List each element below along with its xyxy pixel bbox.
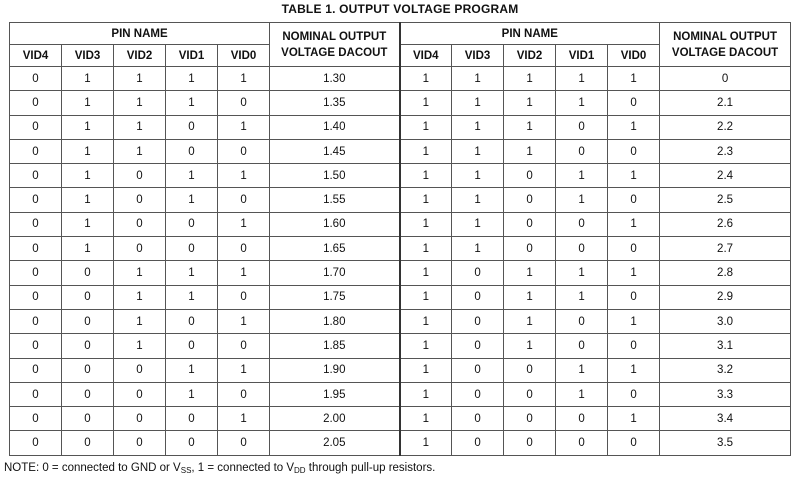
pin-value-cell: 1 <box>62 188 114 212</box>
pin-value-cell: 0 <box>114 407 166 431</box>
table-note <box>4 462 435 475</box>
voltage-value-cell: 2.2 <box>660 115 791 139</box>
table-row <box>10 91 791 115</box>
pin-value-cell: 0 <box>608 139 660 163</box>
pin-value-cell: 1 <box>218 212 270 236</box>
pin-value-cell: 1 <box>400 358 452 382</box>
pin-value-cell: 1 <box>400 431 452 455</box>
nominal-header-right <box>660 23 791 67</box>
nominal-header-left <box>270 23 400 67</box>
pin-value-cell: 0 <box>504 407 556 431</box>
voltage-value-cell: 1.55 <box>270 188 400 212</box>
pin-value-cell: 1 <box>504 139 556 163</box>
pin-value-cell: 1 <box>62 139 114 163</box>
pin-value-cell: 0 <box>62 382 114 406</box>
pin-value-cell: 1 <box>166 261 218 285</box>
voltage-value-cell: 2.8 <box>660 261 791 285</box>
vid0-header: VID0 <box>218 45 270 67</box>
pin-value-cell: 1 <box>400 164 452 188</box>
pin-value-cell: 1 <box>556 358 608 382</box>
pin-value-cell: 1 <box>114 139 166 163</box>
pin-value-cell: 1 <box>166 164 218 188</box>
pin-value-cell: 0 <box>166 407 218 431</box>
pin-value-cell: 0 <box>62 309 114 333</box>
voltage-value-cell: 2.3 <box>660 139 791 163</box>
table-row <box>10 67 791 91</box>
pin-value-cell: 0 <box>452 261 504 285</box>
pin-value-cell: 1 <box>62 91 114 115</box>
voltage-value-cell: 2.05 <box>270 431 400 455</box>
pin-value-cell: 1 <box>400 407 452 431</box>
pin-value-cell: 1 <box>452 139 504 163</box>
pin-value-cell: 0 <box>10 285 62 309</box>
pin-value-cell: 0 <box>62 261 114 285</box>
pin-value-cell: 1 <box>400 237 452 261</box>
pin-value-cell: 1 <box>62 115 114 139</box>
pin-value-cell: 0 <box>10 139 62 163</box>
voltage-value-cell: 1.65 <box>270 237 400 261</box>
pin-value-cell: 1 <box>452 67 504 91</box>
table-row <box>10 237 791 261</box>
table-row <box>10 188 791 212</box>
note-subscript: SS <box>180 466 192 475</box>
voltage-value-cell: 3.5 <box>660 431 791 455</box>
pin-value-cell: 1 <box>114 309 166 333</box>
pin-value-cell: 1 <box>62 212 114 236</box>
table-row <box>10 115 791 139</box>
pin-value-cell: 0 <box>166 431 218 455</box>
pin-value-cell: 0 <box>452 334 504 358</box>
pin-value-cell: 1 <box>400 334 452 358</box>
note-text: , 1 = connected to V <box>191 462 295 474</box>
pin-value-cell: 0 <box>452 285 504 309</box>
voltage-value-cell: 1.60 <box>270 212 400 236</box>
table-row <box>10 285 791 309</box>
pin-value-cell: 0 <box>452 407 504 431</box>
pin-value-cell: 0 <box>504 358 556 382</box>
pin-value-cell: 1 <box>608 164 660 188</box>
pin-value-cell: 1 <box>608 115 660 139</box>
pin-value-cell: 0 <box>504 164 556 188</box>
nominal-header-line2: VOLTAGE DACOUT <box>281 46 388 59</box>
voltage-value-cell: 2.00 <box>270 407 400 431</box>
table-row <box>10 164 791 188</box>
pin-value-cell: 1 <box>218 164 270 188</box>
table-row <box>10 334 791 358</box>
pin-value-cell: 1 <box>400 261 452 285</box>
pin-value-cell: 1 <box>218 67 270 91</box>
pin-value-cell: 0 <box>556 237 608 261</box>
pin-value-cell: 0 <box>504 188 556 212</box>
pin-value-cell: 1 <box>114 285 166 309</box>
pin-value-cell: 0 <box>10 115 62 139</box>
pin-value-cell: 0 <box>10 309 62 333</box>
pin-value-cell: 0 <box>114 237 166 261</box>
pin-value-cell: 1 <box>400 67 452 91</box>
pin-value-cell: 1 <box>400 382 452 406</box>
pin-value-cell: 0 <box>10 237 62 261</box>
pin-value-cell: 1 <box>504 334 556 358</box>
pin-value-cell: 1 <box>556 382 608 406</box>
pin-value-cell: 0 <box>114 358 166 382</box>
voltage-value-cell: 3.3 <box>660 382 791 406</box>
output-voltage-table <box>9 22 791 456</box>
voltage-value-cell: 3.4 <box>660 407 791 431</box>
pin-value-cell: 0 <box>10 358 62 382</box>
pin-value-cell: 1 <box>608 261 660 285</box>
vid0-header: VID0 <box>608 45 660 67</box>
pin-value-cell: 1 <box>114 334 166 358</box>
table-row <box>10 407 791 431</box>
pin-value-cell: 1 <box>608 309 660 333</box>
voltage-value-cell: 1.90 <box>270 358 400 382</box>
pin-value-cell: 0 <box>608 334 660 358</box>
pin-value-cell: 0 <box>10 164 62 188</box>
pin-value-cell: 1 <box>114 91 166 115</box>
voltage-value-cell: 1.30 <box>270 67 400 91</box>
pin-value-cell: 0 <box>10 407 62 431</box>
pin-value-cell: 0 <box>504 431 556 455</box>
pin-value-cell: 0 <box>608 91 660 115</box>
pin-value-cell: 1 <box>166 358 218 382</box>
pin-value-cell: 1 <box>452 212 504 236</box>
pin-value-cell: 0 <box>10 91 62 115</box>
pin-value-cell: 1 <box>400 115 452 139</box>
voltage-value-cell: 0 <box>660 67 791 91</box>
pin-value-cell: 1 <box>166 382 218 406</box>
voltage-value-cell: 3.2 <box>660 358 791 382</box>
voltage-value-cell: 1.40 <box>270 115 400 139</box>
table-row <box>10 261 791 285</box>
pin-value-cell: 1 <box>556 188 608 212</box>
pin-value-cell: 0 <box>114 212 166 236</box>
pin-value-cell: 1 <box>400 188 452 212</box>
pin-name-header-left: PIN NAME <box>10 23 270 45</box>
pin-value-cell: 1 <box>504 91 556 115</box>
pin-value-cell: 1 <box>452 91 504 115</box>
vid3-header: VID3 <box>62 45 114 67</box>
vid2-header: VID2 <box>504 45 556 67</box>
pin-value-cell: 0 <box>10 431 62 455</box>
note-text: through pull-up resistors. <box>305 462 436 474</box>
pin-value-cell: 0 <box>10 261 62 285</box>
pin-value-cell: 0 <box>62 285 114 309</box>
pin-value-cell: 1 <box>62 164 114 188</box>
pin-value-cell: 0 <box>166 309 218 333</box>
pin-value-cell: 0 <box>556 431 608 455</box>
pin-value-cell: 1 <box>400 309 452 333</box>
pin-value-cell: 1 <box>166 67 218 91</box>
pin-value-cell: 1 <box>608 358 660 382</box>
pin-value-cell: 1 <box>218 358 270 382</box>
pin-value-cell: 1 <box>400 212 452 236</box>
voltage-value-cell: 1.80 <box>270 309 400 333</box>
pin-value-cell: 1 <box>556 261 608 285</box>
voltage-value-cell: 2.1 <box>660 91 791 115</box>
table-body <box>10 67 791 456</box>
table-row <box>10 382 791 406</box>
table-row <box>10 139 791 163</box>
pin-value-cell: 1 <box>114 261 166 285</box>
vid2-header: VID2 <box>114 45 166 67</box>
pin-value-cell: 1 <box>556 67 608 91</box>
pin-value-cell: 0 <box>114 431 166 455</box>
vid4-header: VID4 <box>10 45 62 67</box>
pin-value-cell: 0 <box>114 164 166 188</box>
pin-value-cell: 0 <box>556 334 608 358</box>
pin-value-cell: 0 <box>218 188 270 212</box>
voltage-value-cell: 3.0 <box>660 309 791 333</box>
pin-value-cell: 0 <box>608 382 660 406</box>
pin-value-cell: 1 <box>504 309 556 333</box>
table-row <box>10 358 791 382</box>
pin-value-cell: 1 <box>556 285 608 309</box>
voltage-value-cell: 1.75 <box>270 285 400 309</box>
vid1-header: VID1 <box>166 45 218 67</box>
pin-value-cell: 1 <box>556 91 608 115</box>
pin-value-cell: 1 <box>114 115 166 139</box>
pin-value-cell: 1 <box>166 91 218 115</box>
pin-value-cell: 1 <box>218 115 270 139</box>
nominal-header-line1: NOMINAL OUTPUT <box>673 30 777 43</box>
pin-value-cell: 0 <box>218 431 270 455</box>
pin-value-cell: 1 <box>114 67 166 91</box>
voltage-value-cell: 2.6 <box>660 212 791 236</box>
pin-value-cell: 1 <box>62 237 114 261</box>
table-title: TABLE 1. OUTPUT VOLTAGE PROGRAM <box>281 2 519 16</box>
table-row <box>10 212 791 236</box>
pin-value-cell: 0 <box>556 212 608 236</box>
pin-value-cell: 0 <box>166 334 218 358</box>
voltage-value-cell: 1.45 <box>270 139 400 163</box>
voltage-value-cell: 2.9 <box>660 285 791 309</box>
vid3-header: VID3 <box>452 45 504 67</box>
voltage-value-cell: 1.35 <box>270 91 400 115</box>
voltage-value-cell: 3.1 <box>660 334 791 358</box>
pin-value-cell: 0 <box>608 285 660 309</box>
pin-value-cell: 0 <box>10 382 62 406</box>
pin-value-cell: 0 <box>10 334 62 358</box>
pin-value-cell: 0 <box>218 334 270 358</box>
pin-value-cell: 0 <box>452 309 504 333</box>
pin-value-cell: 0 <box>10 212 62 236</box>
pin-value-cell: 0 <box>218 285 270 309</box>
pin-value-cell: 0 <box>62 431 114 455</box>
pin-value-cell: 0 <box>218 91 270 115</box>
pin-value-cell: 1 <box>608 407 660 431</box>
note-subscript: DD <box>294 466 306 475</box>
pin-value-cell: 0 <box>218 382 270 406</box>
pin-name-header-right: PIN NAME <box>400 23 660 45</box>
pin-value-cell: 1 <box>452 188 504 212</box>
voltage-value-cell: 2.4 <box>660 164 791 188</box>
voltage-value-cell: 2.5 <box>660 188 791 212</box>
pin-value-cell: 1 <box>400 91 452 115</box>
pin-value-cell: 0 <box>556 309 608 333</box>
pin-value-cell: 0 <box>608 237 660 261</box>
pin-value-cell: 0 <box>218 139 270 163</box>
pin-value-cell: 0 <box>452 382 504 406</box>
pin-value-cell: 0 <box>504 237 556 261</box>
voltage-value-cell: 1.50 <box>270 164 400 188</box>
vid4-header: VID4 <box>400 45 452 67</box>
pin-value-cell: 1 <box>504 285 556 309</box>
vid1-header: VID1 <box>556 45 608 67</box>
pin-value-cell: 1 <box>452 115 504 139</box>
pin-value-cell: 0 <box>62 358 114 382</box>
table-row <box>10 431 791 455</box>
voltage-value-cell: 1.70 <box>270 261 400 285</box>
voltage-value-cell: 1.95 <box>270 382 400 406</box>
pin-value-cell: 0 <box>166 139 218 163</box>
voltage-value-cell: 1.85 <box>270 334 400 358</box>
pin-value-cell: 1 <box>504 115 556 139</box>
pin-value-cell: 1 <box>166 285 218 309</box>
pin-value-cell: 1 <box>504 261 556 285</box>
table-row <box>10 309 791 333</box>
pin-value-cell: 1 <box>218 407 270 431</box>
pin-value-cell: 0 <box>608 188 660 212</box>
pin-value-cell: 0 <box>166 115 218 139</box>
pin-value-cell: 1 <box>400 285 452 309</box>
pin-value-cell: 1 <box>556 164 608 188</box>
pin-value-cell: 0 <box>62 334 114 358</box>
pin-value-cell: 1 <box>400 139 452 163</box>
pin-value-cell: 0 <box>452 431 504 455</box>
pin-value-cell: 1 <box>504 67 556 91</box>
pin-value-cell: 1 <box>452 237 504 261</box>
pin-value-cell: 1 <box>608 212 660 236</box>
pin-value-cell: 0 <box>10 67 62 91</box>
pin-value-cell: 0 <box>114 188 166 212</box>
nominal-header-line1: NOMINAL OUTPUT <box>282 30 387 43</box>
pin-value-cell: 1 <box>166 188 218 212</box>
pin-value-cell: 0 <box>218 237 270 261</box>
note-text: NOTE: 0 = connected to GND or V <box>4 462 181 474</box>
pin-value-cell: 1 <box>218 261 270 285</box>
pin-value-cell: 1 <box>452 164 504 188</box>
pin-value-cell: 0 <box>556 407 608 431</box>
pin-value-cell: 0 <box>504 382 556 406</box>
pin-value-cell: 0 <box>166 237 218 261</box>
voltage-value-cell: 2.7 <box>660 237 791 261</box>
pin-value-cell: 0 <box>62 407 114 431</box>
nominal-header-line2: VOLTAGE DACOUT <box>671 46 779 59</box>
pin-value-cell: 0 <box>452 358 504 382</box>
pin-value-cell: 0 <box>608 431 660 455</box>
pin-value-cell: 0 <box>556 139 608 163</box>
pin-value-cell: 0 <box>504 212 556 236</box>
pin-value-cell: 0 <box>556 115 608 139</box>
pin-value-cell: 1 <box>62 67 114 91</box>
pin-value-cell: 1 <box>608 67 660 91</box>
pin-value-cell: 0 <box>10 188 62 212</box>
pin-value-cell: 1 <box>218 309 270 333</box>
pin-value-cell: 0 <box>166 212 218 236</box>
pin-value-cell: 0 <box>114 382 166 406</box>
